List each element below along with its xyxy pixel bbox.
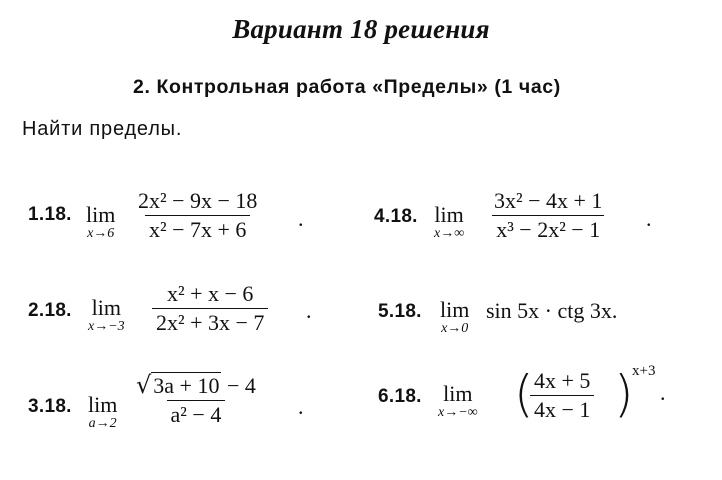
period: .	[298, 206, 304, 231]
lim-word: lim	[434, 202, 464, 227]
limit-subscript: x→−∞	[438, 405, 478, 420]
denominator: a² − 4	[167, 400, 226, 428]
problem-2-fraction	[152, 281, 268, 336]
problem-3-number: 3.18.	[28, 396, 72, 417]
lim-word: lim	[88, 392, 118, 417]
problem-3-fraction	[132, 372, 260, 428]
numerator: 2x² − 9x − 18	[138, 188, 258, 213]
problem-6-limit	[438, 383, 478, 421]
instruction-text: Найти пределы.	[22, 118, 183, 140]
problem-5-number: 5.18.	[378, 301, 422, 322]
limit-subscript: x→−3	[88, 319, 125, 334]
lim-word: lim	[86, 202, 116, 227]
lim-word: lim	[440, 297, 470, 322]
square-root-sign: √	[136, 371, 152, 399]
limit-subscript: x→∞	[434, 226, 465, 241]
limit-subscript: x→0	[441, 321, 469, 336]
problem-6-fraction	[530, 368, 594, 423]
lim-word: lim	[443, 381, 473, 406]
limit-subscript: a→2	[88, 416, 117, 431]
exponent: x+3	[632, 363, 656, 379]
numerator: 3x² − 4x + 1	[494, 188, 603, 213]
variant-title: Вариант 18 решения	[232, 14, 490, 44]
numerator: x² + x − 6	[167, 281, 254, 306]
radicand: 3a + 10	[153, 373, 220, 398]
problem-2-limit	[88, 297, 125, 335]
period: .	[306, 298, 312, 323]
denominator: x³ − 2x² − 1	[492, 215, 604, 243]
problem-1-fraction	[134, 188, 261, 243]
numerator-tail: − 4	[221, 373, 256, 398]
numerator	[132, 372, 260, 400]
lim-word: lim	[91, 295, 121, 320]
problem-5-limit	[440, 299, 469, 337]
period: .	[646, 206, 652, 231]
open-parenthesis: (	[514, 365, 534, 423]
denominator: 2x² + 3x − 7	[152, 308, 268, 336]
problem-1-limit	[86, 204, 115, 242]
denominator: x² − 7x + 6	[145, 215, 250, 243]
period: .	[660, 380, 666, 405]
denominator: 4x − 1	[530, 395, 594, 423]
limit-subscript: x→6	[87, 226, 115, 241]
work-heading: 2. Контрольная работа «Пределы» (1 час)	[133, 76, 561, 98]
problem-2-number: 2.18.	[28, 300, 72, 321]
close-parenthesis: )	[614, 365, 634, 423]
problem-1-number: 1.18.	[28, 204, 72, 225]
problem-6-number: 6.18.	[378, 386, 422, 407]
problem-4-limit	[434, 204, 464, 242]
problem-4-number: 4.18.	[374, 206, 418, 227]
period: .	[298, 394, 304, 419]
numerator: 4x + 5	[534, 368, 591, 393]
problem-4-fraction	[490, 188, 606, 243]
problem-5-expression: sin 5x · ctg 3x.	[486, 298, 618, 323]
problem-3-limit	[88, 394, 117, 432]
